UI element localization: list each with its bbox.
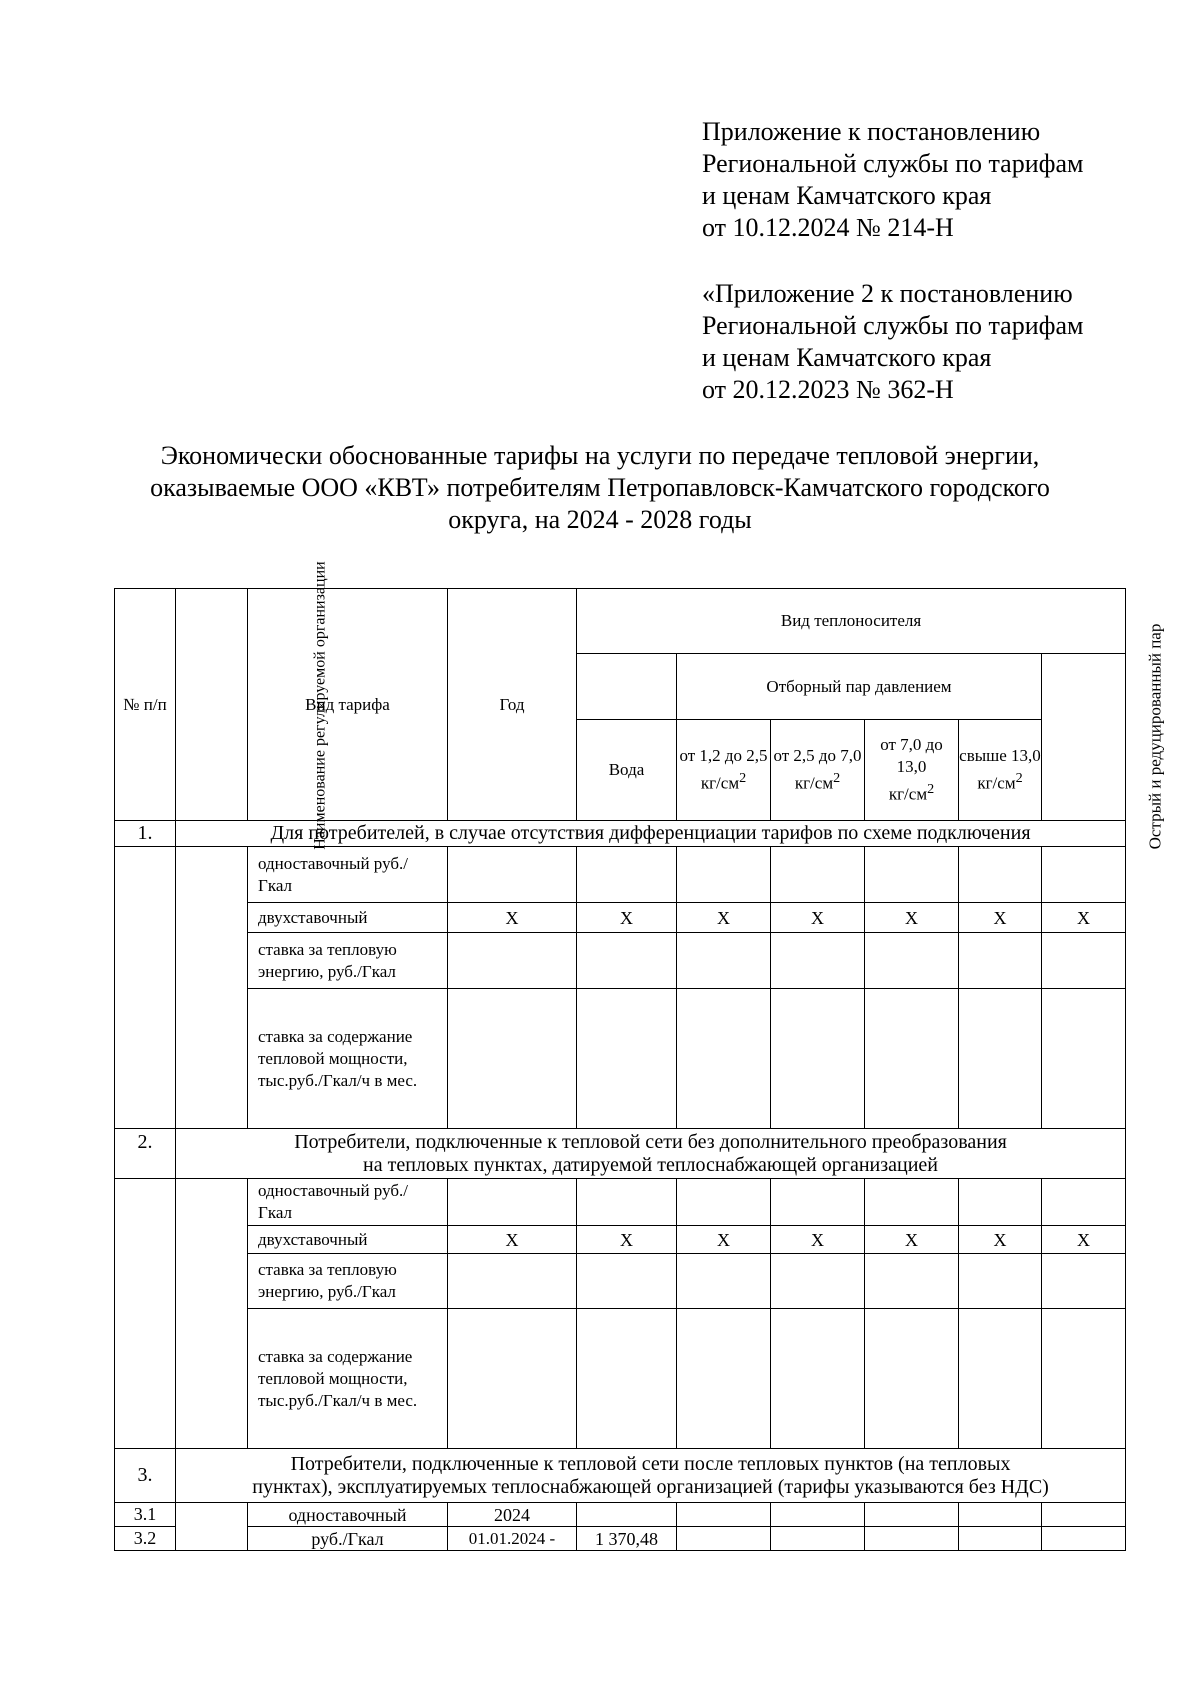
tariff-label: ставка за содержание тепловой мощности, тыс.руб./Гкал/ч в мес. xyxy=(248,1309,448,1449)
tariffs-table xyxy=(114,560,1165,1551)
pressure-unit: кг/см xyxy=(700,773,740,793)
value-cell xyxy=(677,1503,771,1527)
header-carrier: Вид теплоносителя xyxy=(577,589,1126,654)
value-cell xyxy=(448,1254,577,1309)
pressure-unit: кг/см xyxy=(794,773,834,793)
value-cell xyxy=(677,1179,771,1226)
value-cell xyxy=(448,1309,577,1449)
value-cell xyxy=(865,1254,959,1309)
section-num: 2. xyxy=(115,1129,176,1179)
appendix-line: и ценам Камчатского края xyxy=(702,343,992,372)
pressure-range: от 1,2 до 2,5 xyxy=(679,746,768,766)
appendix-line: от 20.12.2023 № 362-Н xyxy=(702,375,954,404)
table-row xyxy=(115,1309,1126,1449)
value-cell xyxy=(959,1179,1042,1226)
section-title-line: на тепловых пунктах, датируемой теплоснабжающей организацией xyxy=(363,1153,939,1176)
value-cell xyxy=(677,1309,771,1449)
table-row xyxy=(115,1226,1126,1254)
value-cell xyxy=(677,1527,771,1551)
value-cell xyxy=(1042,1527,1126,1551)
value-cell xyxy=(1042,847,1126,903)
org-cell xyxy=(176,1179,248,1449)
value-cell xyxy=(1042,1309,1126,1449)
header-pressure-3 xyxy=(865,720,959,821)
sub-year: 2024 xyxy=(448,1503,577,1527)
value-cell xyxy=(959,1527,1042,1551)
value-cell xyxy=(677,847,771,903)
table-row xyxy=(115,1254,1126,1309)
section-title xyxy=(176,1449,1126,1503)
x-mark: Х xyxy=(1042,1226,1126,1254)
sub-water xyxy=(577,1503,677,1527)
value-cell xyxy=(959,989,1042,1129)
tariff-label: двухставочный xyxy=(248,1226,448,1254)
pressure-range: от 7,0 до 13,0 xyxy=(880,735,943,777)
section-num: 1. xyxy=(115,821,176,847)
x-mark: Х xyxy=(771,1226,865,1254)
section-num: 3. xyxy=(115,1449,176,1503)
header-num: № п/п xyxy=(115,589,176,821)
sub-tariff: одноставочный xyxy=(248,1503,448,1527)
pressure-range: свыше 13,0 xyxy=(959,746,1041,766)
value-cell xyxy=(1042,1179,1126,1226)
value-cell xyxy=(677,989,771,1129)
title-line: Экономически обоснованные тарифы на услуги по передаче тепловой энергии, xyxy=(160,441,1040,470)
x-mark: Х xyxy=(577,1226,677,1254)
value-cell xyxy=(959,933,1042,989)
sub-year: 01.01.2024 - xyxy=(448,1527,577,1551)
table-row xyxy=(115,1179,1126,1226)
header-pressure-2 xyxy=(771,720,865,821)
x-mark: Х xyxy=(959,903,1042,933)
num-cell xyxy=(115,1179,176,1449)
tariff-label: двухставочный xyxy=(248,903,448,933)
value-cell xyxy=(448,933,577,989)
document-title xyxy=(60,440,1140,536)
value-cell xyxy=(1042,1503,1126,1527)
value-cell xyxy=(448,1179,577,1226)
appendix-header-previous xyxy=(702,278,1172,406)
appendix-line: Региональной службы по тарифам xyxy=(702,311,1084,340)
header-year: Год xyxy=(448,589,577,821)
value-cell xyxy=(577,847,677,903)
value-cell xyxy=(677,933,771,989)
value-cell xyxy=(677,1254,771,1309)
value-cell xyxy=(577,1254,677,1309)
appendix-line: «Приложение 2 к постановлению xyxy=(702,279,1073,308)
table-row xyxy=(115,847,1126,903)
unit-sup: 2 xyxy=(833,770,841,787)
appendix-line: Приложение к постановлению xyxy=(702,117,1041,146)
x-mark: Х xyxy=(448,903,577,933)
tariff-label: ставка за содержание тепловой мощности, тыс.руб./Гкал/ч в мес. xyxy=(248,989,448,1129)
unit-sup: 2 xyxy=(927,781,935,798)
value-cell xyxy=(865,847,959,903)
section-title: Для потребителей, в случае отсутствия дифференциации тарифов по схеме подключения xyxy=(176,821,1126,847)
value-cell xyxy=(865,1503,959,1527)
value-cell xyxy=(959,1254,1042,1309)
value-cell xyxy=(577,1179,677,1226)
value-cell xyxy=(959,1309,1042,1449)
x-mark: Х xyxy=(677,903,771,933)
pressure-unit: кг/см xyxy=(888,784,928,804)
value-cell xyxy=(771,1179,865,1226)
tariff-label: ставка за тепловую энергию, руб./Гкал xyxy=(248,1254,448,1309)
value-cell xyxy=(577,933,677,989)
appendix-header-current xyxy=(702,116,1172,244)
appendix-line: Региональной службы по тарифам xyxy=(702,149,1084,178)
unit-sup: 2 xyxy=(1015,770,1023,787)
value-cell xyxy=(771,847,865,903)
value-cell xyxy=(771,1254,865,1309)
header-row xyxy=(115,589,1126,654)
value-cell xyxy=(1042,933,1126,989)
value-cell xyxy=(448,989,577,1129)
header-org-label: Наименование регулируемой организации xyxy=(311,560,329,850)
section-row xyxy=(115,821,1126,847)
section-title-line: пунктах), эксплуатируемых теплоснабжающей организацией (тарифы указываются без НДС) xyxy=(252,1475,1049,1498)
value-cell xyxy=(865,1527,959,1551)
x-mark: Х xyxy=(448,1226,577,1254)
value-cell xyxy=(959,847,1042,903)
value-cell xyxy=(448,847,577,903)
section-title-line: Потребители, подключенные к тепловой сети после тепловых пунктов (на тепловых xyxy=(290,1452,1011,1475)
sub-water: 1 370,48 xyxy=(577,1527,677,1551)
section-row xyxy=(115,1449,1126,1503)
header-org xyxy=(176,560,329,850)
header-sharp-steam xyxy=(1042,623,1165,850)
num-cell xyxy=(115,847,176,1129)
table-row xyxy=(115,933,1126,989)
value-cell xyxy=(771,1309,865,1449)
value-cell xyxy=(771,933,865,989)
header-empty xyxy=(577,654,677,720)
header-sharp-steam-label: Острый и редуцированный пар xyxy=(1145,623,1165,850)
table-row xyxy=(115,989,1126,1129)
x-mark: Х xyxy=(1042,903,1126,933)
value-cell xyxy=(771,1503,865,1527)
tariff-label: одноставочный руб./Гкал xyxy=(248,1179,448,1226)
value-cell xyxy=(865,933,959,989)
value-cell xyxy=(865,1309,959,1449)
sub-num: 3.2 xyxy=(115,1527,176,1551)
x-mark: Х xyxy=(959,1226,1042,1254)
value-cell xyxy=(1042,1254,1126,1309)
table-row xyxy=(115,1503,1126,1527)
org-cell xyxy=(176,847,248,1129)
header-pressure-4 xyxy=(959,720,1042,821)
x-mark: Х xyxy=(771,903,865,933)
pressure-range: от 2,5 до 7,0 xyxy=(773,746,862,766)
header-water: Вода xyxy=(577,720,677,821)
value-cell xyxy=(577,989,677,1129)
appendix-line: от 10.12.2024 № 214-Н xyxy=(702,213,954,242)
x-mark: Х xyxy=(865,1226,959,1254)
section-row xyxy=(115,1129,1126,1179)
table-row xyxy=(115,1527,1126,1551)
value-cell xyxy=(1042,989,1126,1129)
section-title xyxy=(176,1129,1126,1179)
value-cell xyxy=(865,989,959,1129)
value-cell xyxy=(771,1527,865,1551)
value-cell xyxy=(771,989,865,1129)
tariff-label: ставка за тепловую энергию, руб./Гкал xyxy=(248,933,448,989)
x-mark: Х xyxy=(865,903,959,933)
section-title-line: Потребители, подключенные к тепловой сети без дополнительного преобразования xyxy=(294,1130,1007,1153)
appendix-line: и ценам Камчатского края xyxy=(702,181,992,210)
sub-tariff: руб./Гкал xyxy=(248,1527,448,1551)
value-cell xyxy=(865,1179,959,1226)
unit-sup: 2 xyxy=(739,770,747,787)
title-line: оказываемые ООО «КВТ» потребителям Петропавловск-Камчатского городского xyxy=(150,473,1050,502)
header-pressure-1 xyxy=(677,720,771,821)
value-cell xyxy=(959,1503,1042,1527)
sub-num: 3.1 xyxy=(115,1503,176,1527)
x-mark: Х xyxy=(677,1226,771,1254)
value-cell xyxy=(577,1309,677,1449)
tariff-label: одноставочный руб./Гкал xyxy=(248,847,448,903)
title-line: округа, на 2024 - 2028 годы xyxy=(448,505,752,534)
header-tariff-type: Вид тарифа xyxy=(248,589,448,821)
table-row xyxy=(115,903,1126,933)
header-selected-steam: Отборный пар давлением xyxy=(677,654,1042,720)
pressure-unit: кг/см xyxy=(977,773,1016,793)
org-cell xyxy=(176,1503,248,1551)
x-mark: Х xyxy=(577,903,677,933)
